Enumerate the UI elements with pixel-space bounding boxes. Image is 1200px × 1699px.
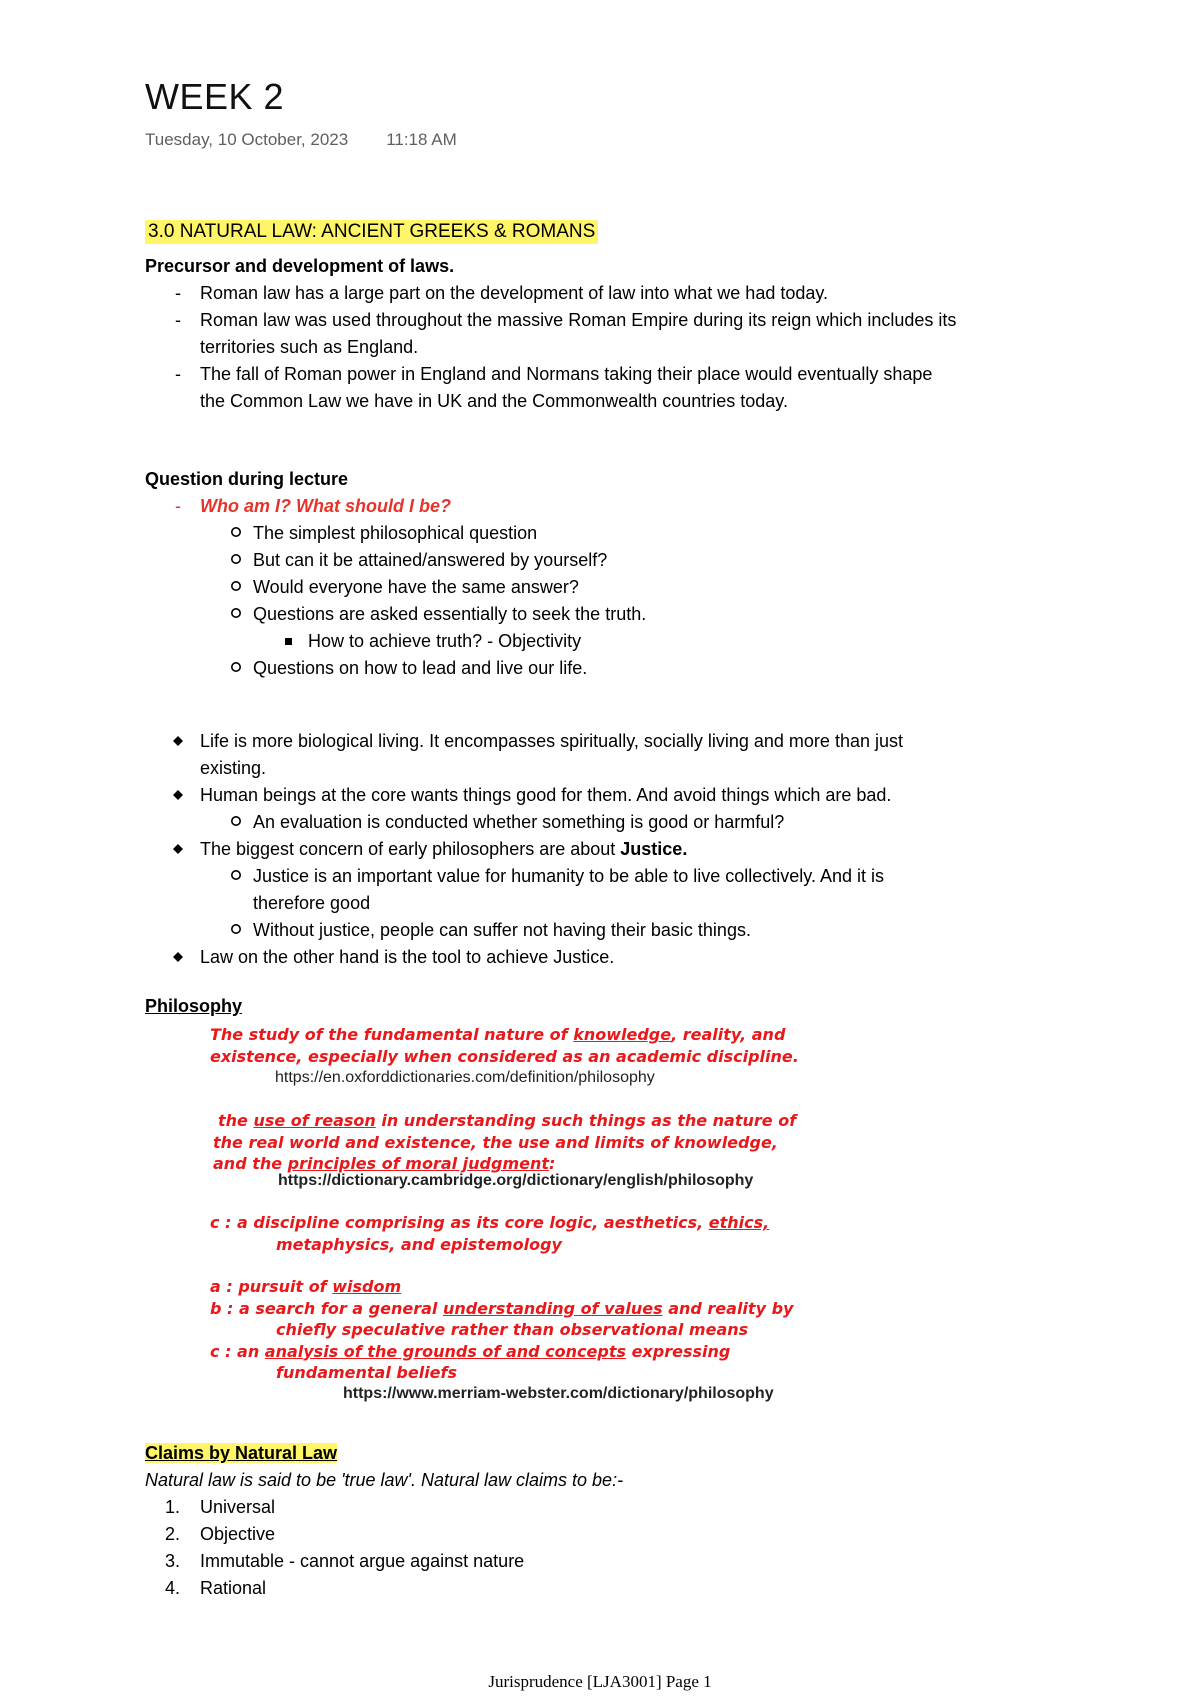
list-item: The biggest concern of early philosophers are about Justice. bbox=[145, 836, 1065, 863]
list-item: - Roman law was used throughout the massive Roman Empire during its reign which includes its bbox=[175, 310, 957, 330]
definition-discipline: c : a discipline comprising as its core logic, aesthetics, ethics, metaphysics, and epistemology bbox=[210, 1213, 770, 1254]
note-meta bbox=[145, 130, 457, 150]
list-item: 3. Immutable - cannot argue against nature bbox=[165, 1551, 525, 1571]
hollow-bullet-icon bbox=[230, 661, 242, 673]
page-footer: Jurisprudence [LJA3001] Page 1 bbox=[488, 1672, 712, 1691]
note-time: 11:18 AM bbox=[386, 130, 457, 149]
square-bullet-icon bbox=[285, 638, 292, 645]
list-item-continuation: therefore good bbox=[253, 893, 371, 913]
question-heading: Question during lecture bbox=[145, 469, 349, 489]
definition-merriam: a : pursuit of wisdom b : a search for a general understanding of values and reality by chiefly speculative rather than observational means c : an analysis of the grounds of and concepts expressing fundamental beliefs bbox=[210, 1277, 794, 1382]
definition-cambridge: the use of reason in understanding such things as the nature of the real world and existence, the use and limits of knowledge, and the principles of moral judgment: bbox=[213, 1111, 797, 1173]
claims-intro: Natural law is said to be 'true law'. Natural law claims to be:- bbox=[145, 1470, 624, 1490]
precursor-section bbox=[145, 253, 1065, 415]
list-item: Human beings at the core wants things good for them. And avoid things which are bad. bbox=[145, 782, 1065, 809]
list-item: 2. Objective bbox=[165, 1524, 276, 1544]
diamond-bullet-icon bbox=[173, 790, 183, 800]
source-link-merriam[interactable]: https://www.merriam-webster.com/dictionary/philosophy bbox=[343, 1385, 774, 1402]
hollow-bullet-icon bbox=[230, 526, 242, 538]
source-link-oxford[interactable]: https://en.oxforddictionaries.com/definition/philosophy bbox=[275, 1069, 655, 1086]
list-item: Life is more biological living. It encompasses spiritually, socially living and more than just bbox=[145, 728, 1065, 755]
diamond-bullet-icon bbox=[173, 952, 183, 962]
list-item: Questions on how to lead and live our life. bbox=[145, 655, 1065, 682]
list-item: - Who am I? What should I be? bbox=[175, 496, 451, 516]
list-item: Questions are asked essentially to seek the truth. bbox=[145, 601, 1065, 628]
definition-oxford: The study of the fundamental nature of knowledge, reality, and existence, especially when considered as an academic discipline. bbox=[210, 1025, 799, 1066]
hollow-bullet-icon bbox=[230, 580, 242, 592]
points-section bbox=[145, 728, 1065, 971]
claims-heading: Claims by Natural Law bbox=[145, 1443, 338, 1463]
list-item: Justice is an important value for humanity to be able to live collectively. And it is bbox=[145, 863, 1065, 890]
list-item: An evaluation is conducted whether something is good or harmful? bbox=[145, 809, 1065, 836]
list-item-continuation: the Common Law we have in UK and the Commonwealth countries today. bbox=[200, 391, 788, 411]
section-heading: 3.0 NATURAL LAW: ANCIENT GREEKS & ROMANS bbox=[145, 220, 598, 244]
list-item: Would everyone have the same answer? bbox=[145, 574, 1065, 601]
list-item: 1. Universal bbox=[165, 1497, 276, 1517]
list-item: How to achieve truth? - Objectivity bbox=[145, 628, 1065, 655]
hollow-bullet-icon bbox=[230, 553, 242, 565]
list-item: The simplest philosophical question bbox=[145, 520, 1065, 547]
precursor-heading: Precursor and development of laws. bbox=[145, 256, 455, 276]
list-item-continuation: existing. bbox=[200, 758, 267, 778]
list-item: Without justice, people can suffer not having their basic things. bbox=[145, 917, 1065, 944]
source-link-cambridge[interactable]: https://dictionary.cambridge.org/dictionary/english/philosophy bbox=[278, 1172, 754, 1189]
list-item: - Roman law has a large part on the development of law into what we had today. bbox=[175, 283, 829, 303]
hollow-bullet-icon bbox=[230, 815, 242, 827]
claims-section bbox=[145, 1440, 1065, 1602]
list-item: - The fall of Roman power in England and Normans taking their place would eventually shape bbox=[175, 364, 933, 384]
philosophy-heading: Philosophy bbox=[145, 996, 243, 1016]
hollow-bullet-icon bbox=[230, 607, 242, 619]
page-title: WEEK 2 bbox=[145, 76, 285, 117]
list-item: 4. Rational bbox=[165, 1578, 267, 1598]
hollow-bullet-icon bbox=[230, 869, 242, 881]
hollow-bullet-icon bbox=[230, 923, 242, 935]
note-date: Tuesday, 10 October, 2023 bbox=[145, 130, 349, 149]
diamond-bullet-icon bbox=[173, 844, 183, 854]
list-item: But can it be attained/answered by yourself? bbox=[145, 547, 1065, 574]
list-item-continuation: territories such as England. bbox=[200, 337, 419, 357]
list-item: Law on the other hand is the tool to achieve Justice. bbox=[145, 944, 1065, 971]
diamond-bullet-icon bbox=[173, 736, 183, 746]
question-section bbox=[145, 466, 1065, 682]
